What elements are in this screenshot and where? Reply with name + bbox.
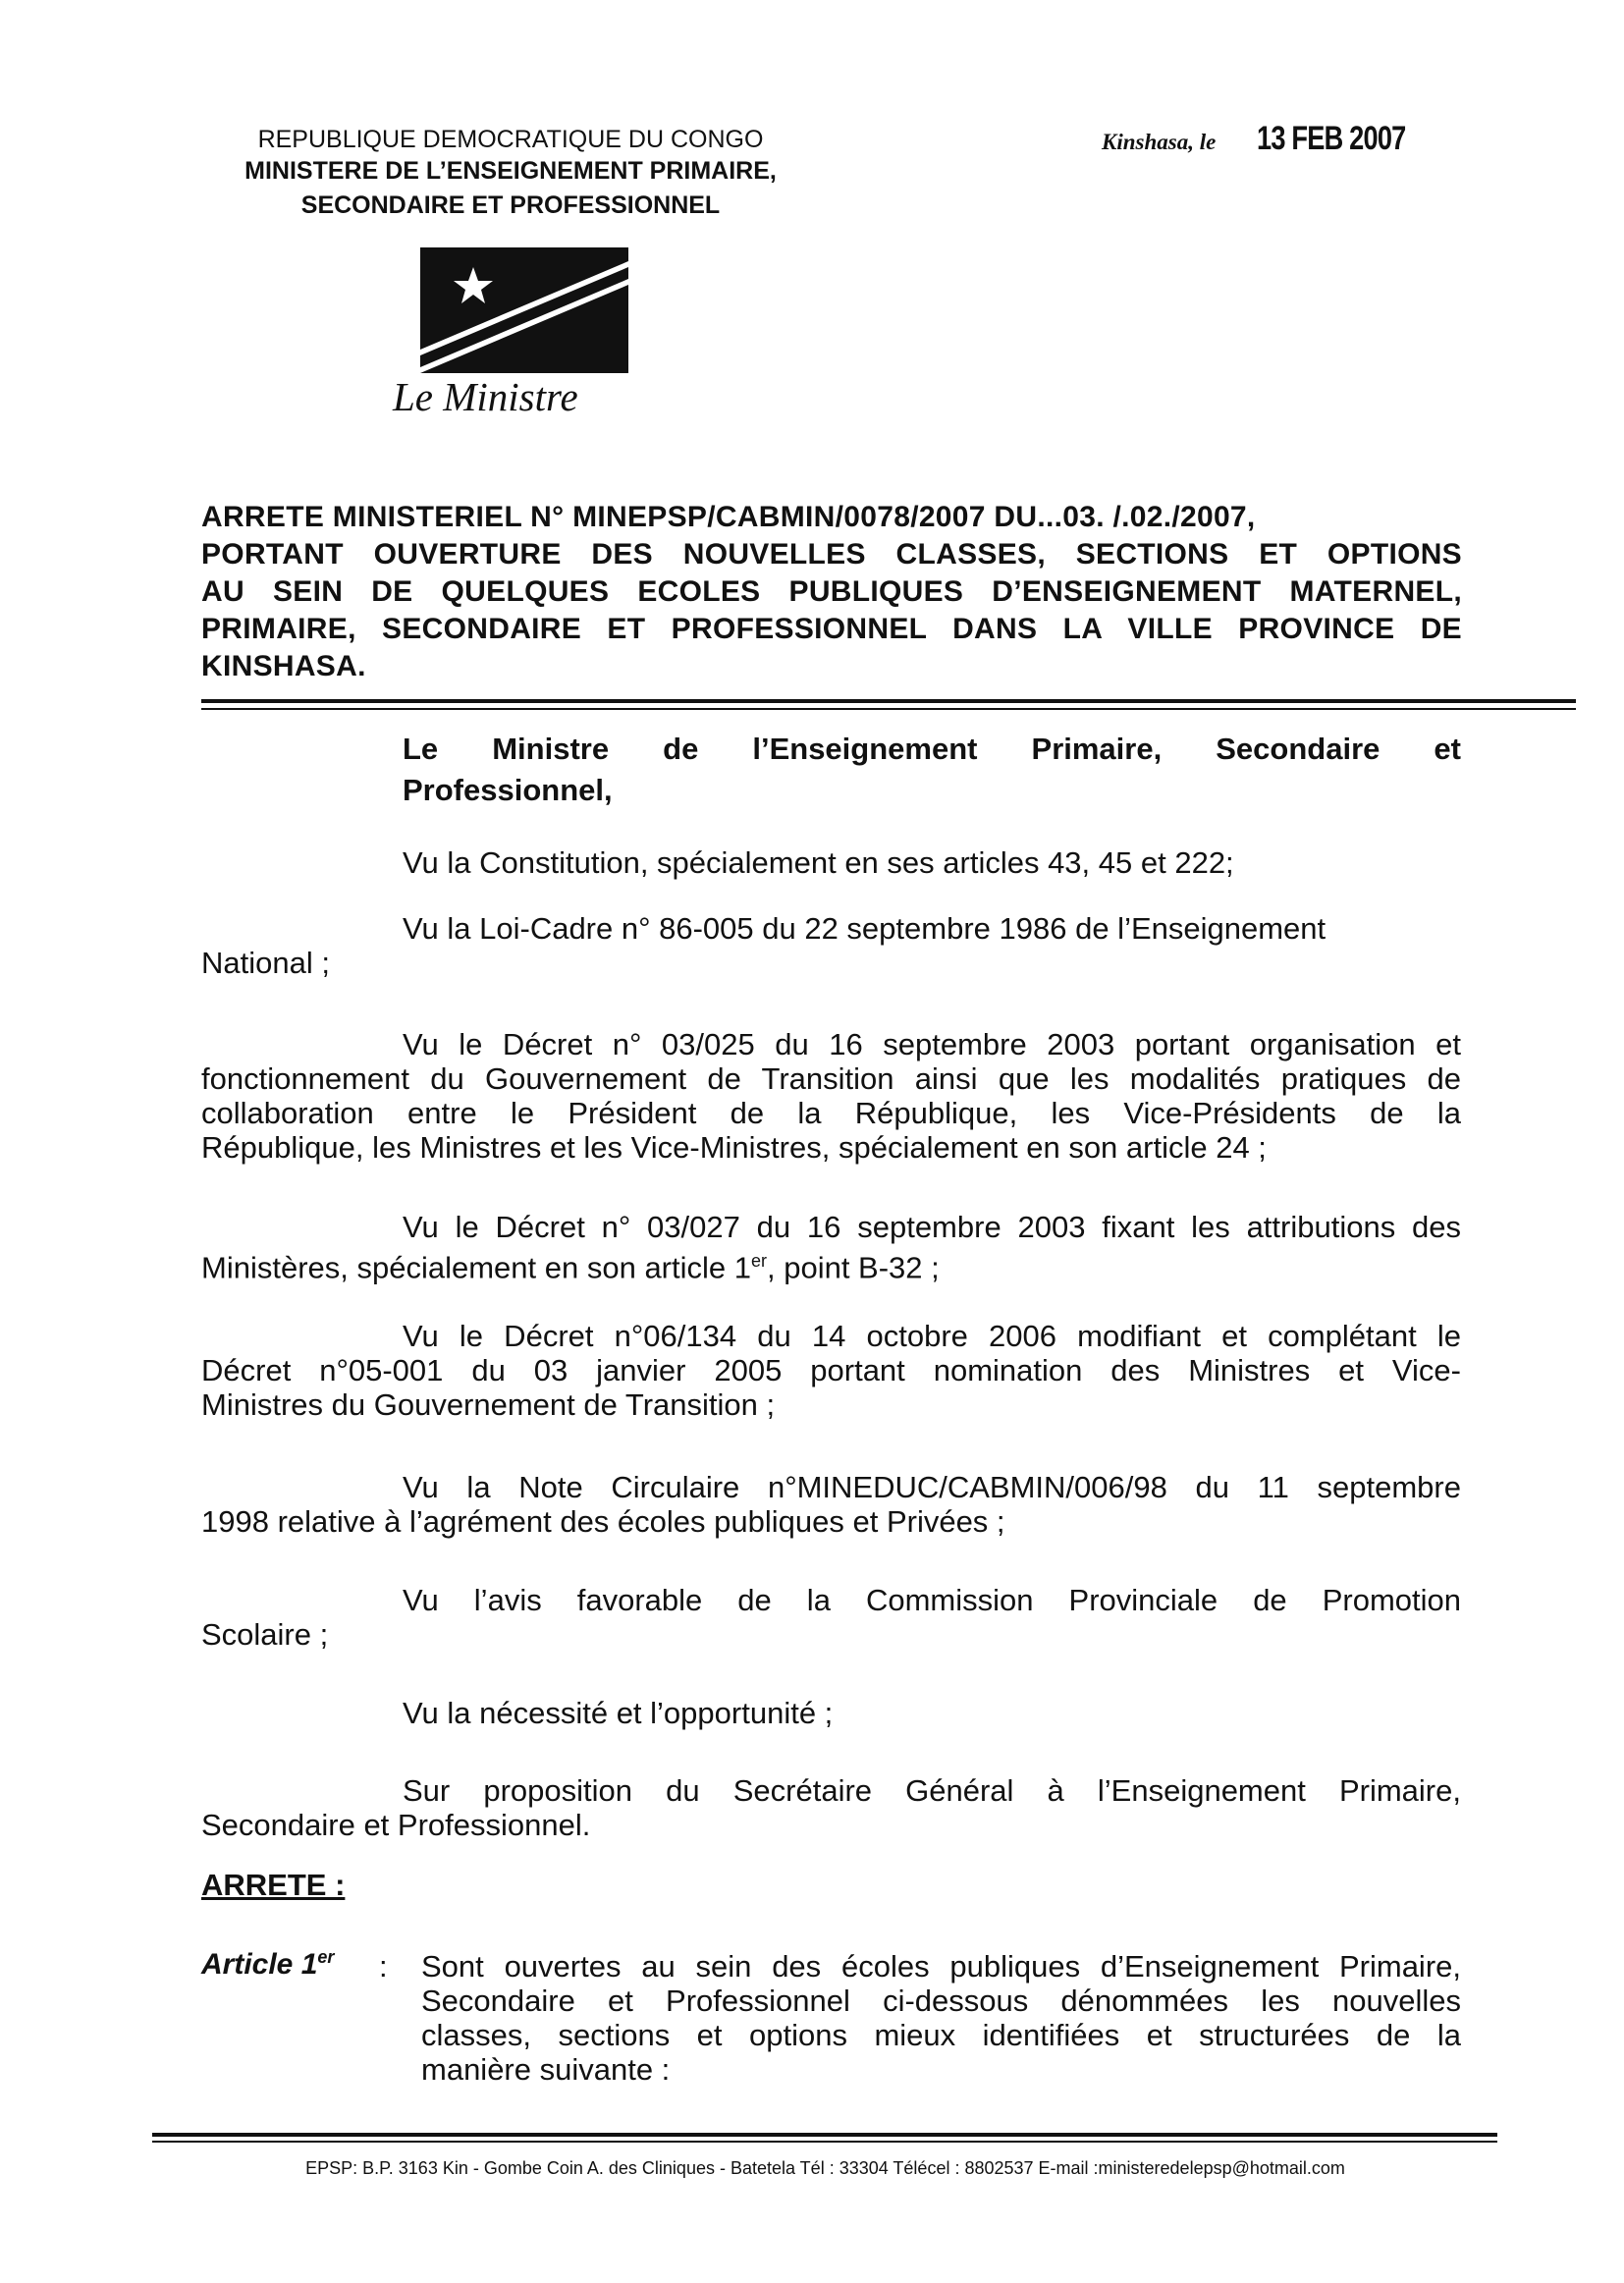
decret1-line-3: collaboration entre le Président de la République, les Vice-Présidents de la <box>201 1096 1461 1130</box>
necessite-clause: Vu la nécessité et l’opportunité ; <box>403 1696 834 1730</box>
drc-flag-icon <box>420 247 628 373</box>
decret3-line-3: Ministres du Gouvernement de Transition ; <box>201 1387 776 1422</box>
article-1-label <box>201 1947 334 1982</box>
country-name: REPUBLIQUE DEMOCRATIQUE DU CONGO <box>257 126 764 153</box>
article-1-line-4: manière suivante : <box>421 2052 671 2087</box>
article-1-line-2: Secondaire et Professionnel ci-dessous dénommées les nouvelles <box>421 1984 1461 2018</box>
decret3-line-2: Décret n°05-001 du 03 janvier 2005 portant nomination des Ministres et Vice- <box>201 1353 1461 1387</box>
ministry-line-2: SECONDAIRE ET PROFESSIONNEL <box>300 191 721 219</box>
footer-contact: EPSP: B.P. 3163 Kin - Gombe Coin A. des Cliniques - Batetela Tél : 33304 Télécel : 8802537 E-mail :ministeredelepsp@hotmail.com <box>305 2158 1345 2178</box>
decret2-text-end: , point B-32 ; <box>767 1250 940 1285</box>
place-date-label: Kinshasa, le <box>1102 130 1217 154</box>
decret1-line-4: République, les Ministres et les Vice-Ministres, spécialement en son article 24 ; <box>201 1130 1267 1165</box>
article-1-text: Article 1 <box>201 1948 318 1981</box>
decret1-line-2: fonctionnement du Gouvernement de Transition ainsi que les modalités pratiques de <box>201 1061 1461 1096</box>
decret2-superscript: er <box>750 1251 767 1271</box>
avis-line-2: Scolaire ; <box>201 1617 329 1652</box>
signature-title: Le Ministre <box>393 374 578 419</box>
avis-line-1: Vu l’avis favorable de la Commission Provinciale de Promotion <box>403 1583 1461 1617</box>
article-1-line-3: classes, sections et options mieux identifiées et structurées de la <box>421 2018 1461 2052</box>
footer-divider-thin <box>152 2141 1497 2143</box>
minister-line-1: Le Ministre de l’Enseignement Primaire, Secondaire et <box>403 732 1461 766</box>
decree-title-line-1: ARRETE MINISTERIEL N° MINEPSP/CABMIN/0078/2007 DU...03. /.02./2007, <box>201 501 1256 533</box>
minister-line-2: Professionnel, <box>403 773 613 807</box>
note-circulaire-line-2: 1998 relative à l’agrément des écoles publiques et Privées ; <box>201 1504 1005 1539</box>
decree-title-line-5: KINSHASA. <box>201 650 366 682</box>
article-1-colon: : <box>379 1949 388 1984</box>
title-divider-thin <box>201 708 1576 710</box>
proposition-line-1: Sur proposition du Secrétaire Général à l’Enseignement Primaire, <box>403 1773 1461 1808</box>
decret2-text: Ministères, spécialement en son article 1 <box>201 1250 751 1285</box>
loi-cadre-line-1: Vu la Loi-Cadre n° 86-005 du 22 septembre 1986 de l’Enseignement <box>403 911 1326 946</box>
title-divider <box>201 699 1576 703</box>
note-circulaire-line-1: Vu la Note Circulaire n°MINEDUC/CABMIN/006/98 du 11 septembre <box>403 1470 1461 1504</box>
arrete-heading: ARRETE : <box>201 1868 346 1902</box>
constitution-clause: Vu la Constitution, spécialement en ses articles 43, 45 et 222; <box>403 845 1234 880</box>
decret3-line-1: Vu le Décret n°06/134 du 14 octobre 2006 modifiant et complétant le <box>403 1319 1461 1353</box>
proposition-line-2: Secondaire et Professionnel. <box>201 1808 591 1842</box>
loi-cadre-line-2: National ; <box>201 946 330 980</box>
article-1-line-1: Sont ouvertes au sein des écoles publiques d’Enseignement Primaire, <box>421 1949 1461 1984</box>
decree-title-line-4: PRIMAIRE, SECONDAIRE ET PROFESSIONNEL DANS LA VILLE PROVINCE DE <box>201 613 1462 645</box>
decret2-line-2 <box>201 1244 940 1284</box>
decret1-line-1: Vu le Décret n° 03/025 du 16 septembre 2003 portant organisation et <box>403 1027 1461 1061</box>
date-stamp: 13 FEB 2007 <box>1257 120 1406 157</box>
decree-title-line-2: PORTANT OUVERTURE DES NOUVELLES CLASSES, SECTIONS ET OPTIONS <box>201 538 1462 571</box>
footer-divider <box>152 2133 1497 2137</box>
decree-title-line-3: AU SEIN DE QUELQUES ECOLES PUBLIQUES D’ENSEIGNEMENT MATERNEL, <box>201 575 1462 608</box>
decret2-line-1: Vu le Décret n° 03/027 du 16 septembre 2003 fixant les attributions des <box>403 1210 1461 1244</box>
ministry-line-1: MINISTERE DE L’ENSEIGNEMENT PRIMAIRE, <box>244 157 777 185</box>
article-1-superscript: er <box>317 1947 335 1967</box>
